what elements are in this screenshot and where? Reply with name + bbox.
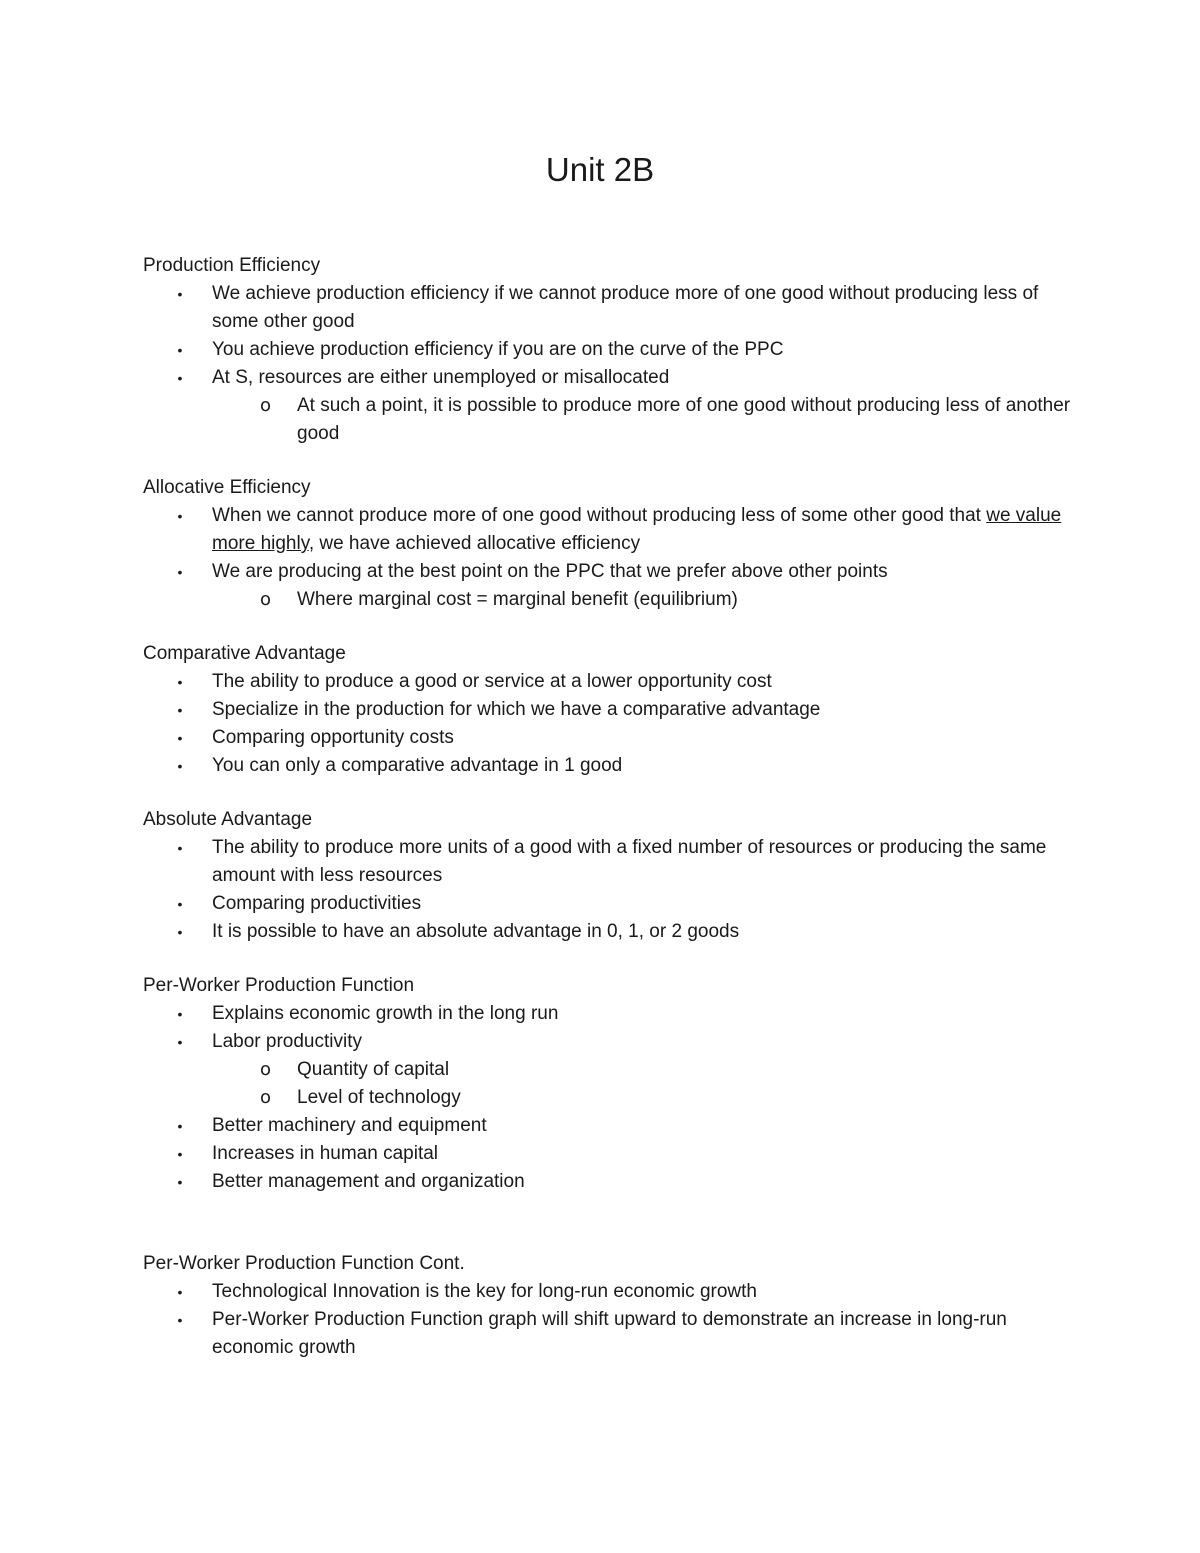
underlined-text: we value more highly xyxy=(212,505,1062,554)
list-item xyxy=(177,1306,1083,1362)
bullet-icon: • xyxy=(177,1174,183,1190)
list-item xyxy=(177,1000,1083,1028)
bullet-icon: • xyxy=(177,1034,183,1050)
list-item xyxy=(177,834,1083,890)
list-item xyxy=(177,502,1083,558)
bullet-icon: • xyxy=(177,730,183,746)
list-item-text: Better management and organization xyxy=(212,1171,525,1192)
sub-list-item-text: Quantity of capital xyxy=(297,1059,450,1080)
sub-list-item-text: Where marginal cost = marginal benefit (equilibrium) xyxy=(297,589,738,610)
list-item xyxy=(177,724,1083,752)
bullet-list xyxy=(143,1000,1083,1196)
bullet-icon: • xyxy=(177,1284,183,1300)
bullet-list xyxy=(143,834,1083,946)
section-per-worker-production-function xyxy=(143,972,1083,1196)
document-title: Unit 2B xyxy=(545,151,655,188)
sub-list-item-text: Level of technology xyxy=(297,1087,461,1108)
list-item-text: Comparing opportunity costs xyxy=(212,727,454,748)
list-item xyxy=(177,668,1083,696)
bullet-icon: • xyxy=(177,840,183,856)
list-item-text: At S, resources are either unemployed or misallocated xyxy=(212,367,670,388)
list-item xyxy=(177,890,1083,918)
sub-bullet-list xyxy=(212,586,1083,614)
list-item-text: The ability to produce more units of a good with a fixed number of resources or producing the same amount with less resources xyxy=(212,837,1047,886)
section-per-worker-production-function-cont xyxy=(143,1250,1083,1362)
bullet-icon: • xyxy=(177,342,183,358)
list-item xyxy=(177,364,1083,448)
sub-list-item xyxy=(260,1084,1083,1112)
bullet-icon: • xyxy=(177,758,183,774)
section-comparative-advantage xyxy=(143,640,1083,780)
section-allocative-efficiency xyxy=(143,474,1083,614)
bullet-icon: • xyxy=(177,1312,183,1328)
list-item-text-after: , we have achieved allocative efficiency xyxy=(308,533,641,554)
list-item xyxy=(177,1112,1083,1140)
list-item xyxy=(177,918,1083,946)
section-heading: Per-Worker Production Function Cont. xyxy=(143,1253,465,1274)
list-item xyxy=(177,1028,1083,1112)
list-item-text: Technological Innovation is the key for long-run economic growth xyxy=(212,1281,757,1302)
sub-list-item xyxy=(260,586,1083,614)
sub-bullet-list xyxy=(212,392,1083,448)
list-item-text: Per-Worker Production Function graph will shift upward to demonstrate an increase in long-run economic growth xyxy=(212,1309,1007,1358)
section-heading: Absolute Advantage xyxy=(143,809,313,830)
document-body xyxy=(143,252,1083,1362)
section-heading: Production Efficiency xyxy=(143,255,321,276)
list-item xyxy=(177,1278,1083,1306)
list-item xyxy=(177,336,1083,364)
list-item-text: Better machinery and equipment xyxy=(212,1115,487,1136)
list-item-text: We are producing at the best point on the PPC that we prefer above other points xyxy=(212,561,888,582)
bullet-icon: • xyxy=(177,924,183,940)
sub-bullet-icon: o xyxy=(260,589,272,610)
bullet-icon: • xyxy=(177,286,183,302)
bullet-list xyxy=(143,280,1083,448)
sub-list-item xyxy=(260,1056,1083,1084)
sub-list-item xyxy=(260,392,1083,448)
list-item-text: Labor productivity xyxy=(212,1031,362,1052)
bullet-icon: • xyxy=(177,1146,183,1162)
list-item-text: Explains economic growth in the long run xyxy=(212,1003,559,1024)
section-production-efficiency xyxy=(143,252,1083,448)
sub-bullet-list xyxy=(212,1056,1083,1112)
list-item-text: Comparing productivities xyxy=(212,893,422,914)
bullet-icon: • xyxy=(177,370,183,386)
list-item-text: You can only a comparative advantage in 1 good xyxy=(212,755,623,776)
list-item xyxy=(177,696,1083,724)
bullet-icon: • xyxy=(177,564,183,580)
bullet-list xyxy=(143,668,1083,780)
list-item-text: It is possible to have an absolute advantage in 0, 1, or 2 goods xyxy=(212,921,740,942)
list-item-text: Specialize in the production for which we have a comparative advantage xyxy=(212,699,821,720)
section-absolute-advantage xyxy=(143,806,1083,946)
bullet-icon: • xyxy=(177,1118,183,1134)
sub-bullet-icon: o xyxy=(260,1059,272,1080)
bullet-icon: • xyxy=(177,674,183,690)
list-item-text: We achieve production efficiency if we cannot produce more of one good without producing less of some other good xyxy=(212,283,1039,332)
list-item-text: Increases in human capital xyxy=(212,1143,439,1164)
list-item xyxy=(177,1140,1083,1168)
list-item xyxy=(177,1168,1083,1196)
list-item xyxy=(177,752,1083,780)
section-heading: Per-Worker Production Function xyxy=(143,975,415,996)
list-item xyxy=(177,558,1083,614)
list-item xyxy=(177,280,1083,336)
bullet-icon: • xyxy=(177,702,183,718)
sub-list-item-text: At such a point, it is possible to produce more of one good without producing less of another good xyxy=(297,395,1071,444)
bullet-icon: • xyxy=(177,1006,183,1022)
sub-bullet-icon: o xyxy=(260,1087,272,1108)
bullet-list xyxy=(143,1278,1083,1362)
section-heading: Allocative Efficiency xyxy=(143,477,311,498)
list-item-text: The ability to produce a good or service at a lower opportunity cost xyxy=(212,671,772,692)
section-heading: Comparative Advantage xyxy=(143,643,346,664)
sub-bullet-icon: o xyxy=(260,395,272,416)
list-item-text-before: When we cannot produce more of one good without producing less of some other good that xyxy=(212,505,987,526)
list-item-text: You achieve production efficiency if you are on the curve of the PPC xyxy=(212,339,784,360)
bullet-icon: • xyxy=(177,508,183,524)
bullet-icon: • xyxy=(177,896,183,912)
bullet-list xyxy=(143,502,1083,614)
